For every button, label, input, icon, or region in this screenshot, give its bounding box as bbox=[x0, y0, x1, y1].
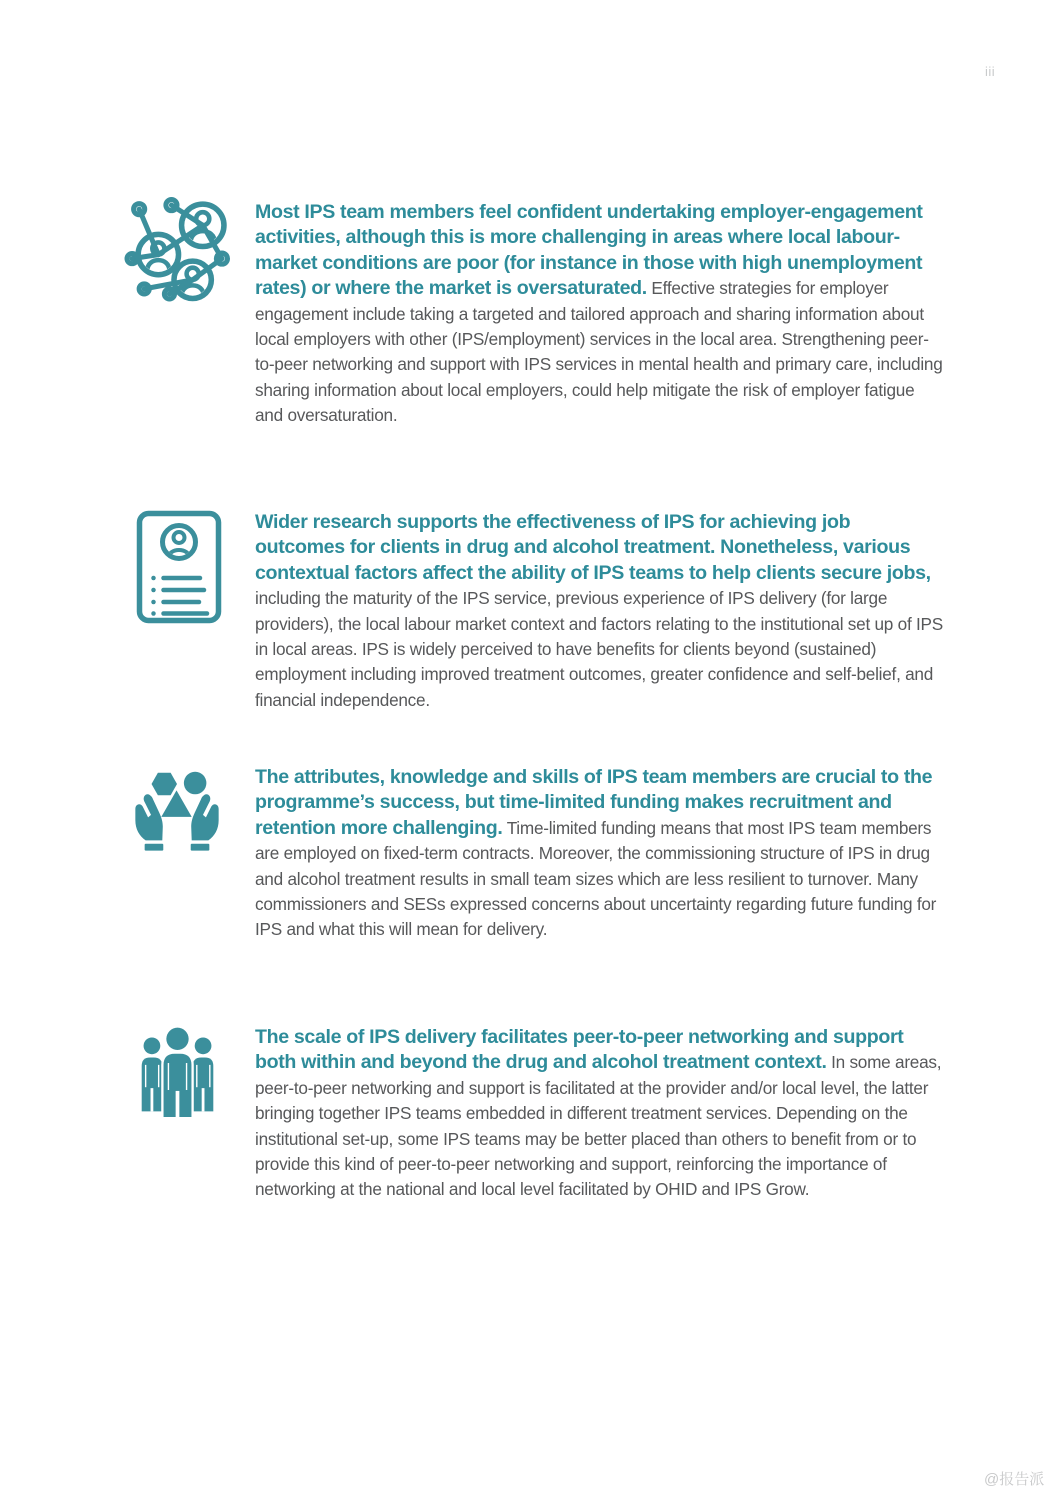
network-people-icon bbox=[123, 194, 229, 300]
hands-holding-shapes-icon bbox=[128, 762, 226, 856]
section-body: In some areas, peer-to-peer networking and support is facilitated at the provider and/or local level, the latter bringing together IPS teams embedded in different treatment services. Depending on the institutional set-up, some IPS teams may be better placed than others to benefit from or to provide this kind of peer-to-peer networking and support, reinforcing the importance of networking at the national and local level facilitated by OHID and IPS Grow. bbox=[255, 1052, 942, 1200]
page-number: iii bbox=[985, 64, 996, 79]
watermark: @报告派 bbox=[984, 1471, 1045, 1488]
people-group-icon bbox=[131, 1022, 224, 1118]
profile-document-icon bbox=[136, 510, 222, 624]
section-lead: Wider research supports the effectiveness of IPS for achieving job outcomes for clients in drug and alcohol treatment. Nonetheless, various contextual factors affect the ability of IPS teams to help clients secure jobs, bbox=[255, 511, 931, 584]
section-text bbox=[255, 1025, 945, 1203]
section-body: including the maturity of the IPS service, previous experience of IPS delivery (for large providers), the local labour market context and factors relating to the institutional set up of IPS in local areas. IPS is widely perceived to have benefits for clients beyond (sustained) employment including improved treatment outcomes, greater confidence and self-belief, and financial independence. bbox=[255, 588, 943, 710]
section-text bbox=[255, 510, 945, 713]
section-text bbox=[255, 765, 945, 943]
section-lead: Most IPS team members feel confident undertaking employer-engagement activities, although this is more challenging in areas where local labour-market conditions are poor (for instance in those with high unemployment rates) or where the market is oversaturated. bbox=[255, 201, 923, 300]
section-lead: The attributes, knowledge and skills of IPS team members are crucial to the programme’s success, but time-limited funding makes recruitment and retention more challenging. bbox=[255, 766, 933, 839]
section-body: Effective strategies for employer engagement include taking a targeted and tailored approach and sharing information about local employers with other (IPS/employment) services in the local area. Strengthening peer-to-peer networking and support with IPS services in mental health and primary care, including sharing information about local employers, could help mitigate the risk of employer fatigue and oversaturation. bbox=[255, 278, 943, 426]
section-lead: The scale of IPS delivery facilitates peer-to-peer networking and support both within and beyond the drug and alcohol treatment context. bbox=[255, 1026, 904, 1074]
section-text bbox=[255, 200, 945, 429]
section-body: Time-limited funding means that most IPS team members are employed on fixed-term contracts. Moreover, the commissioning structure of IPS in drug and alcohol treatment results in small team sizes which are less resilient to turnover. Many commissioners and SESs expressed concerns about uncertainty regarding future funding for IPS and what this will mean for delivery. bbox=[255, 817, 937, 940]
